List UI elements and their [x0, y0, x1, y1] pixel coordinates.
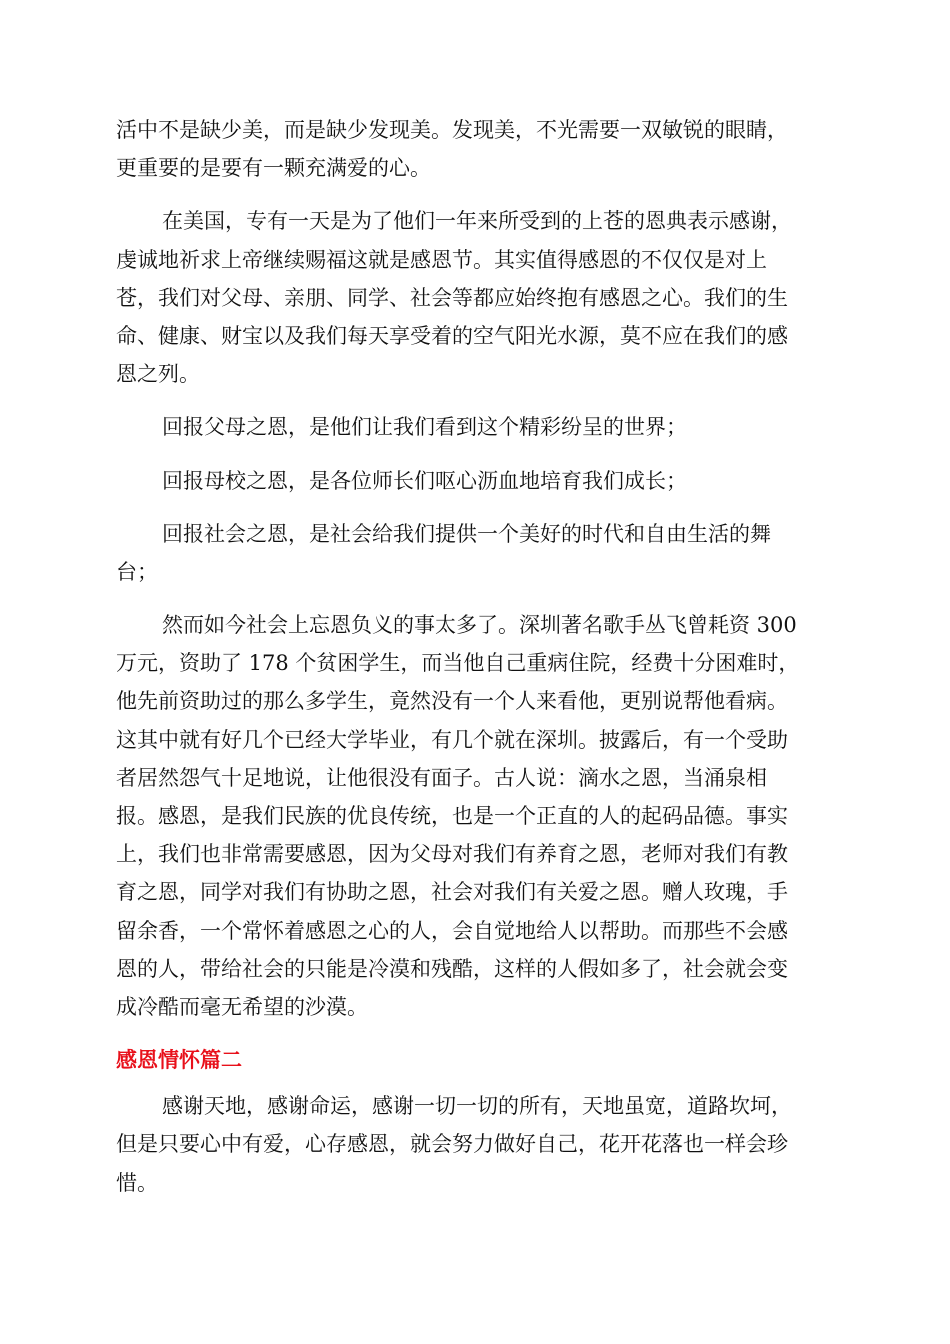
text-line: 他先前资助过的那么多学生，竟然没有一个人来看他，更别说帮他看病。: [116, 689, 788, 714]
text-line: 恩的人，带给社会的只能是冷漠和残酷，这样的人假如多了，社会就会变: [116, 956, 788, 981]
text-line: 成冷酷而毫无希望的沙漠。: [116, 994, 368, 1019]
paragraphs: [116, 111, 836, 1026]
text-line: 报。感恩，是我们民族的优良传统，也是一个正直的人的起码品德。事实: [116, 804, 788, 828]
text-line: 惜。: [116, 1170, 158, 1195]
document-body: [116, 111, 836, 1217]
section-heading: 感恩情怀篇二: [116, 1048, 242, 1073]
text-line: 回报母校之恩，是各位师长们呕心沥血地培育我们成长；: [162, 468, 687, 493]
text-line: 然而如今社会上忘恩负义的事太多了。深圳著名歌手丛飞曾耗资 300: [162, 613, 797, 638]
paragraph: [116, 408, 836, 446]
text-line: 回报父母之恩，是他们让我们看到这个精彩纷呈的世界；: [162, 415, 687, 440]
text-line: 活中不是缺少美，而是缺少发现美。发现美，不光需要一双敏锐的眼睛，: [116, 118, 788, 142]
text-line: 但是只要心中有爱，心存感恩，就会努力做好自己，花开花落也一样会珍: [116, 1132, 788, 1157]
text-line: 虔诚地祈求上帝继续赐福这就是感恩节。其实值得感恩的不仅仅是对上: [116, 247, 767, 272]
text-line: 这其中就有好几个已经大学毕业，有几个就在深圳。披露后，有一个受助: [116, 727, 788, 752]
text-line: 感谢天地，感谢命运，感谢一切一切的所有，天地虽宽，道路坎坷，: [162, 1094, 792, 1119]
text-line: 者居然怨气十足地说，让他很没有面子。古人说：滴水之恩，当涌泉相: [116, 765, 767, 790]
text-line: 上，我们也非常需要感恩，因为父母对我们有养育之恩，老师对我们有教: [116, 842, 788, 867]
text-line: 台；: [116, 559, 158, 584]
text-line: 万元，资助了 178 个贫困学生，而当他自己重病住院，经费十分困难时，: [116, 651, 800, 676]
text-line: 育之恩，同学对我们有协助之恩，社会对我们有关爱之恩。赠人玫瑰，手: [116, 880, 788, 905]
text-line: 在美国，专有一天是为了他们一年来所受到的上苍的恩典表示感谢，: [162, 209, 792, 234]
text-line: 苍，我们对父母、亲朋、同学、社会等都应始终抱有感恩之心。我们的生: [116, 285, 788, 310]
text-line: 恩之列。: [116, 362, 200, 387]
paragraph: [116, 1087, 836, 1202]
text-line: 回报社会之恩，是社会给我们提供一个美好的时代和自由生活的舞: [162, 521, 771, 546]
paragraph: [116, 606, 836, 1026]
text-line: 留余香，一个常怀着感恩之心的人，会自觉地给人以帮助。而那些不会感: [116, 918, 788, 943]
paragraph: [116, 111, 836, 187]
paragraph: [116, 202, 836, 393]
paragraph: [116, 462, 836, 500]
paragraph-after-heading: [116, 1087, 836, 1202]
text-line: 更重要的是要有一颗充满爱的心。: [116, 156, 431, 181]
text-line: 命、健康、财宝以及我们每天享受着的空气阳光水源，莫不应在我们的感: [116, 323, 788, 348]
paragraph: [116, 515, 836, 591]
